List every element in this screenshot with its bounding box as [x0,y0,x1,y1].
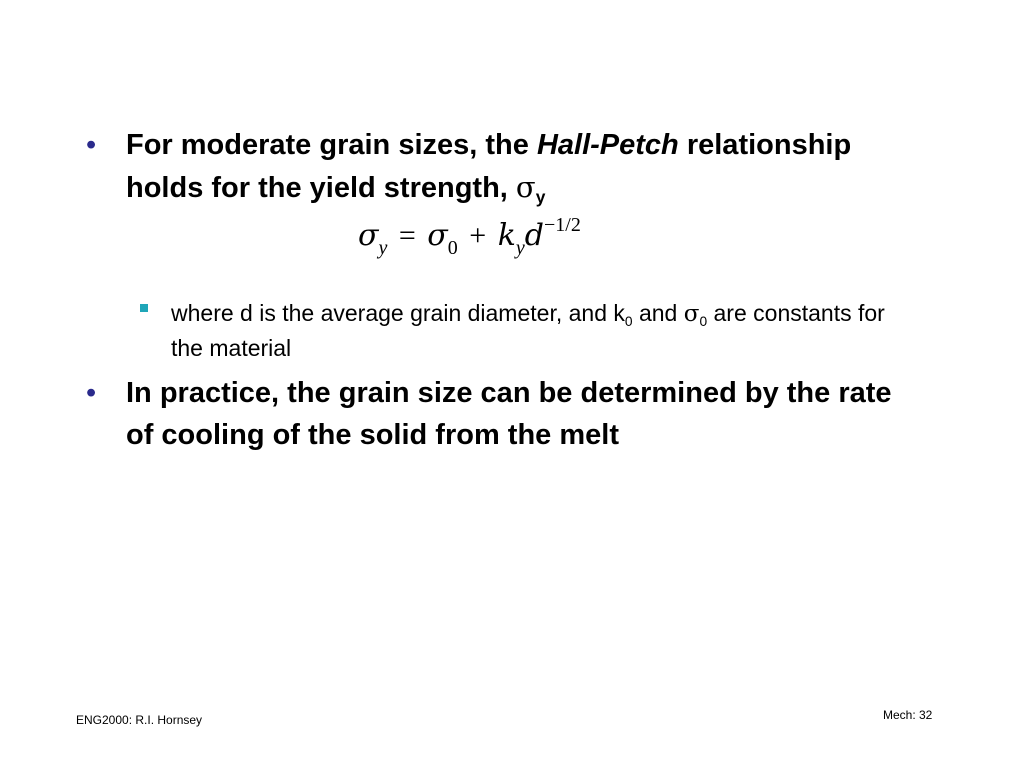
bullet-marker: • [86,129,97,161]
hall-petch-term: Hall-Petch [536,129,679,161]
bullet-marker: • [86,377,97,409]
eq-sigma-y: σ [358,218,379,253]
sub-text-part: are constants for the material [171,300,885,361]
bullet-text-hall-petch [126,124,926,209]
eq-plus: + [469,219,487,252]
hall-petch-equation [358,214,581,259]
sub-bullet-marker [140,304,148,312]
bullet-text-part: relationship holds for the yield strength, [126,129,852,204]
sigma-subscript: 0 [699,313,708,329]
sub-text-part: and [632,300,684,326]
eq-exponent: −1/2 [544,214,581,236]
sigma-subscript: y [535,187,546,208]
eq-sub: 0 [447,237,458,259]
eq-k: k [497,218,516,253]
bullet-text-part: For moderate grain sizes, the [126,129,537,161]
eq-d: d [524,218,544,253]
sub-text-part: where d is the average grain diameter, and k [171,300,625,326]
sub-bullet-text [171,296,901,365]
eq-sub: y [378,237,388,259]
k-subscript: 0 [624,313,633,329]
eq-sub: y [515,237,525,259]
eq-equals: = [398,219,416,252]
sigma-symbol: σ [683,301,700,327]
bullet-text-practice: In practice, the grain size can be determined by the rate of cooling of the solid from the melt [126,377,892,451]
footer-page-number: Mech: 32 [883,708,933,722]
sigma-symbol: σ [515,170,536,204]
eq-sigma-0: σ [427,218,448,253]
footer-course: ENG2000: R.I. Hornsey [76,713,203,727]
